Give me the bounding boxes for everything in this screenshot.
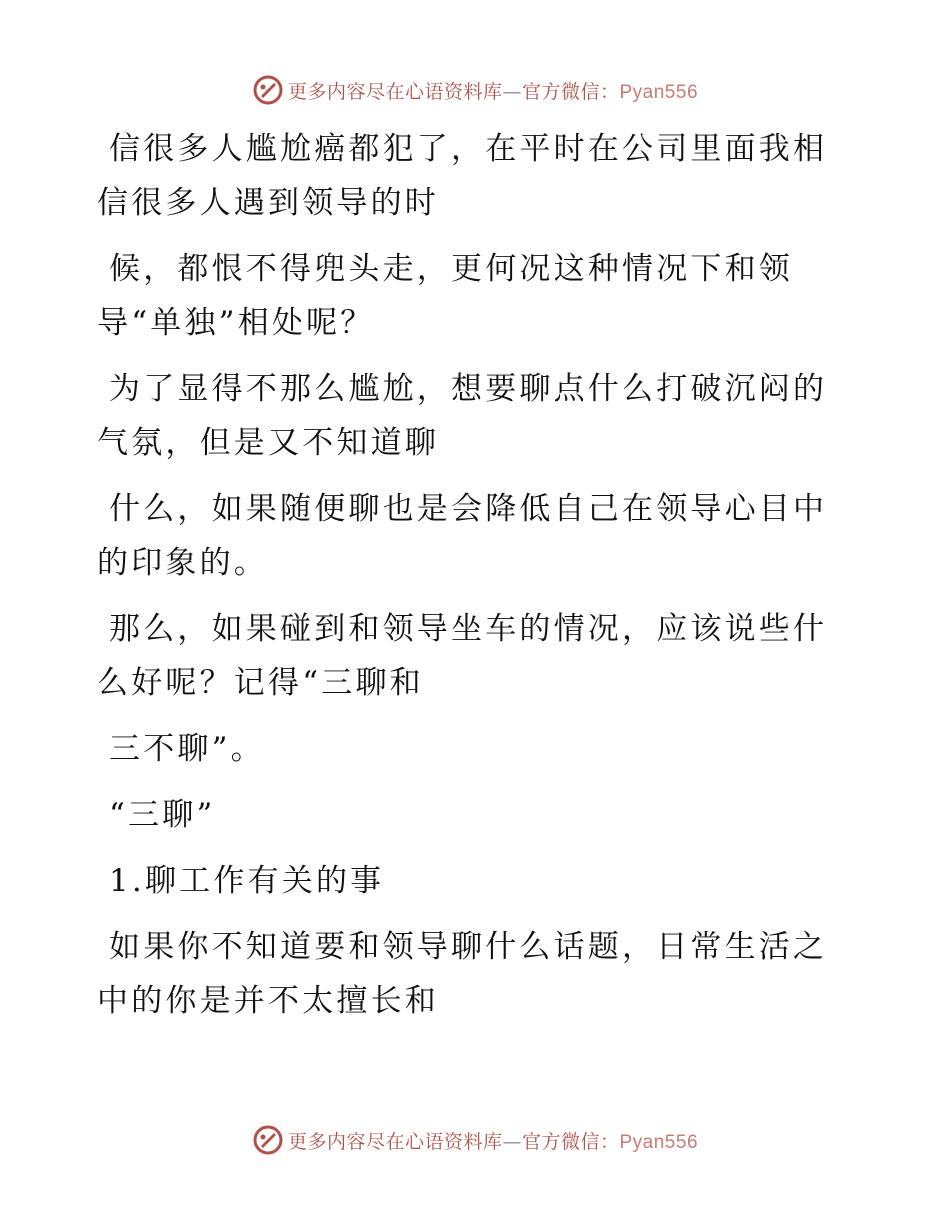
paragraph-line: “三聊” <box>109 797 216 833</box>
banner-separator: — <box>502 80 522 103</box>
banner-wechat-id: Pyan556 <box>619 81 699 103</box>
paragraph-line: 1.聊工作有关的事 <box>109 863 385 899</box>
banner-main-text: 更多内容尽在心语资料库 <box>287 80 503 103</box>
paragraph-line: 那么，如果碰到和领导坐车的情况，应该说些什 <box>109 611 828 647</box>
paragraph-line: 么好呢？记得“三聊和 <box>97 665 424 701</box>
paragraph-line: 气氛，但是又不知道聊 <box>97 425 439 461</box>
paragraph-line: 什么，如果随便聊也是会降低自己在领导心目中 <box>109 491 828 527</box>
paragraph <box>97 482 837 590</box>
paragraph <box>97 722 837 776</box>
numbered-heading <box>97 854 837 908</box>
banner-wechat-id: Pyan556 <box>619 1131 699 1153</box>
logo-icon <box>252 74 284 106</box>
banner-wechat-label: 官方微信： <box>521 1130 620 1153</box>
paragraph-line: 候，都恨不得兜头走，更何况这种情况下和领 <box>109 251 793 287</box>
paragraph <box>97 362 837 470</box>
document-body <box>97 122 837 1040</box>
banner-wechat-label: 官方微信： <box>521 80 620 103</box>
paragraph-line: 导“单独”相处呢？ <box>97 305 375 341</box>
paragraph-line: 三不聊”。 <box>109 731 265 767</box>
section-heading <box>97 788 837 842</box>
paragraph <box>97 122 837 230</box>
paragraph <box>97 920 837 1028</box>
banner-main-text: 更多内容尽在心语资料库 <box>287 1130 503 1153</box>
paragraph <box>97 242 837 350</box>
logo-icon <box>252 1124 284 1156</box>
paragraph <box>97 602 837 710</box>
paragraph-line: 如果你不知道要和领导聊什么话题，日常生活之 <box>109 929 828 965</box>
paragraph-line: 信很多人尴尬癌都犯了，在平时在公司里面我相 <box>109 131 828 167</box>
paragraph-line: 中的你是并不太擅长和 <box>97 983 439 1019</box>
paragraph-line: 信很多人遇到领导的时 <box>97 185 439 221</box>
footer-banner <box>0 1120 950 1160</box>
header-banner <box>0 70 950 110</box>
banner-text <box>288 1127 698 1154</box>
paragraph-line: 为了显得不那么尴尬，想要聊点什么打破沉闷的 <box>109 371 828 407</box>
banner-text <box>288 77 698 104</box>
banner-separator: — <box>502 1130 522 1153</box>
paragraph-line: 的印象的。 <box>97 545 268 581</box>
